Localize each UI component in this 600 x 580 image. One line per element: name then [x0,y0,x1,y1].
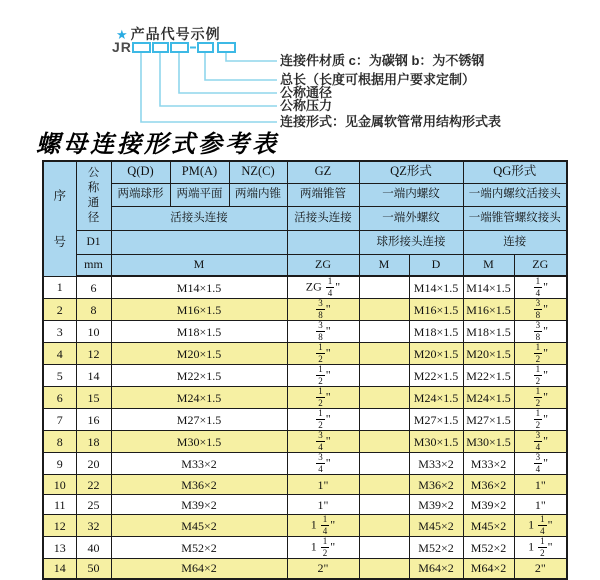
cell-qz-d: M24×1.5 [409,387,463,409]
cell-gz-zg: $\frac{1}{2}$ " [287,387,359,409]
cell-seq: 4 [43,343,76,365]
cell-dn: 32 [76,515,111,537]
cell-qz-m [359,495,409,515]
cell-qg-m: M20×1.5 [463,343,514,365]
header-col-q: Q(D) [111,161,170,183]
header-nominal-diameter: 公称通径 [76,161,111,230]
fraction-value: $\frac{1}{2}$ [540,536,545,558]
cell-qg-zg: $\frac{3}{8}$ " [514,299,567,321]
fraction-value: $\frac{1}{4}$ [327,276,333,298]
header-qz-desc2: 一端外螺纹 [359,206,463,230]
header-seq: 序号 [43,161,76,276]
fraction-value: $\frac{3}{8}$ [535,298,541,320]
header-blank-1 [111,230,287,254]
cell-qg-m: M36×2 [463,475,514,495]
cell-qz-m [359,409,409,431]
code-box [218,43,235,52]
cell-qz-d: M16×1.5 [409,299,463,321]
header-unit-zg: ZG [287,254,359,276]
cell-m: M64×2 [111,559,287,579]
cell-gz-zg: $\frac{1}{2}$ " [287,365,359,387]
fraction-value: $\frac{1}{2}$ [535,386,541,408]
cell-seq: 1 [43,276,76,299]
cell-qz-m [359,365,409,387]
cell-m: M33×2 [111,453,287,475]
cell-dn: 10 [76,321,111,343]
fraction-value: $\frac{1}{2}$ [318,342,323,364]
cell-gz-zg: 1 $\frac{1}{2}$ " [287,537,359,559]
header-gz-connection: 活接头连接 [287,206,359,230]
cell-qz-d: M39×2 [409,495,463,515]
cell-m: M18×1.5 [111,321,287,343]
cell-qz-m [359,515,409,537]
code-box [198,43,213,52]
code-box-group [133,43,235,52]
table-row [43,321,567,343]
code-box [153,43,168,52]
table-row [43,537,567,559]
cell-dn: 20 [76,453,111,475]
cell-qz-d: M64×2 [409,559,463,579]
cell-dn: 50 [76,559,111,579]
cell-m: M45×2 [111,515,287,537]
cell-qg-zg: $\frac{3}{4}$ " [514,431,567,453]
cell-qg-m: M27×1.5 [463,409,514,431]
page-title: 螺母连接形式参考表 [36,132,279,158]
cell-m: M39×2 [111,495,287,515]
cell-qz-m [359,431,409,453]
cell-qz-m [359,387,409,409]
header-col-gz: GZ [287,161,359,183]
fraction-value: $\frac{1}{2}$ [535,364,541,386]
cell-seq: 6 [43,387,76,409]
cell-dn: 8 [76,299,111,321]
diagram-label-material: 连接件材质 c：为碳钢 b：为不锈钢 [280,53,485,68]
header-col-pm: PM(A) [170,161,229,183]
table-row [43,495,567,515]
header-qg-desc2: 一端锥管螺纹接头 [463,206,567,230]
cell-qg-zg: $\frac{1}{2}$ " [514,387,567,409]
cell-dn: 15 [76,387,111,409]
code-box [133,43,150,52]
header-qz-desc1: 一端内螺纹 [359,183,463,206]
cell-qz-d: M33×2 [409,453,463,475]
cell-qg-zg: $\frac{3}{8}$ " [514,321,567,343]
cell-qg-zg: $\frac{3}{4}$ " [514,453,567,475]
fraction-value: $\frac{1}{2}$ [535,408,541,430]
cell-qz-d: M30×1.5 [409,431,463,453]
cell-seq: 8 [43,431,76,453]
cell-gz-zg: 1" [287,495,359,515]
table-body [43,276,567,579]
cell-gz-zg: ZG $\frac{1}{4}$ " [287,276,359,299]
cell-qz-d: M45×2 [409,515,463,537]
cell-qg-zg: 2" [514,559,567,579]
header-qg-desc1: 一端内螺纹活接头 [463,183,567,206]
fraction-value: $\frac{1}{2}$ [318,386,323,408]
cell-qg-m: M33×2 [463,453,514,475]
cell-seq: 10 [43,475,76,495]
cell-m: M14×1.5 [111,276,287,299]
header-qz-connection: 球形接头连接 [359,230,463,254]
fraction-value: $\frac{3}{4}$ [535,452,541,474]
diagram-label-pressure: 公称压力 [280,98,333,113]
cell-dn: 12 [76,343,111,365]
header-qg-zg: ZG [514,254,567,276]
product-code-prefix: JR [112,39,132,55]
header-qg-m: M [463,254,514,276]
cell-qg-m: M30×1.5 [463,431,514,453]
cell-m: M24×1.5 [111,387,287,409]
cell-qg-zg: $\frac{1}{2}$ " [514,343,567,365]
cell-qz-m [359,321,409,343]
cell-dn: 16 [76,409,111,431]
cell-gz-zg: $\frac{1}{2}$ " [287,343,359,365]
cell-qz-d: M52×2 [409,537,463,559]
fraction-value: $\frac{1}{4}$ [540,514,545,536]
cell-qz-m [359,559,409,579]
cell-qz-d: M22×1.5 [409,365,463,387]
cell-dn: 40 [76,537,111,559]
cell-dn: 14 [76,365,111,387]
header-blank-2 [287,230,359,254]
cell-seq: 11 [43,495,76,515]
fraction-value: $\frac{3}{4}$ [318,452,323,474]
table-row [43,365,567,387]
table-row [43,475,567,495]
header-qz-m: M [359,254,409,276]
cell-gz-zg: 1" [287,475,359,495]
cell-qg-m: M24×1.5 [463,387,514,409]
nut-connection-table [42,160,568,580]
connector-group [141,53,277,122]
header-unit-m: M [111,254,287,276]
table-row [43,431,567,453]
cell-qg-m: M64×2 [463,559,514,579]
cell-qg-zg: $\frac{1}{2}$ " [514,409,567,431]
diagram-label-connection: 连接形式：见金属软管常用结构形式表 [280,114,502,129]
cell-qg-m: M14×1.5 [463,276,514,299]
cell-qz-d: M27×1.5 [409,409,463,431]
cell-qg-zg: 1" [514,495,567,515]
cell-qz-m [359,276,409,299]
cell-qg-zg: 1 $\frac{1}{2}$ " [514,537,567,559]
diagram-label-diameter: 公称通径 [280,85,333,100]
cell-dn: 6 [76,276,111,299]
fraction-value: $\frac{3}{8}$ [318,320,323,342]
cell-qg-m: M22×1.5 [463,365,514,387]
cell-m: M22×1.5 [111,365,287,387]
cell-gz-zg: $\frac{3}{4}$ " [287,431,359,453]
cell-m: M52×2 [111,537,287,559]
fraction-value: $\frac{1}{2}$ [322,536,328,558]
cell-m: M16×1.5 [111,299,287,321]
cell-qg-zg: $\frac{1}{2}$ " [514,365,567,387]
fraction-value: $\frac{1}{4}$ [535,276,541,298]
cell-gz-zg: $\frac{1}{2}$ " [287,409,359,431]
cell-qz-d: M18×1.5 [409,321,463,343]
cell-seq: 12 [43,515,76,537]
fraction-value: $\frac{3}{4}$ [318,430,323,452]
cell-qz-m [359,537,409,559]
cell-dn: 22 [76,475,111,495]
table-row [43,559,567,579]
cell-seq: 13 [43,537,76,559]
header-pm-desc: 两端平面 [170,183,229,206]
header-nz-desc: 两端内锥 [229,183,287,206]
cell-seq: 5 [43,365,76,387]
header-col-qz: QZ形式 [359,161,463,183]
code-box [171,43,188,52]
cell-qg-m: M39×2 [463,495,514,515]
table-row [43,299,567,321]
cell-qz-m [359,343,409,365]
diagram-heading-text: 产品代号示例 [130,26,221,42]
cell-m: M30×1.5 [111,431,287,453]
fraction-value: $\frac{1}{2}$ [318,364,323,386]
header-q-desc: 两端球形 [111,183,170,206]
cell-gz-zg: $\frac{3}{4}$ " [287,453,359,475]
table-row [43,453,567,475]
cell-qz-m [359,453,409,475]
cell-qg-m: M45×2 [463,515,514,537]
header-qg-connection: 连接 [463,230,567,254]
fraction-value: $\frac{3}{8}$ [535,320,541,342]
cell-seq: 7 [43,409,76,431]
cell-m: M36×2 [111,475,287,495]
table-row [43,515,567,537]
header-gz-desc: 两端锥管 [287,183,359,206]
cell-qg-zg: $\frac{1}{4}$ " [514,276,567,299]
table-row [43,387,567,409]
cell-seq: 14 [43,559,76,579]
table-row [43,343,567,365]
fraction-value: $\frac{1}{4}$ [322,514,328,536]
cell-seq: 2 [43,299,76,321]
header-d1: D1 [76,230,111,254]
cell-m: M20×1.5 [111,343,287,365]
cell-seq: 3 [43,321,76,343]
cell-qz-d: M20×1.5 [409,343,463,365]
diagram-label-length: 总长（长度可根据用户要求定制） [280,72,476,87]
cell-qz-m [359,475,409,495]
fraction-value: $\frac{3}{4}$ [535,430,541,452]
cell-seq: 9 [43,453,76,475]
fraction-value: $\frac{1}{2}$ [318,408,323,430]
cell-dn: 25 [76,495,111,515]
table-row [43,276,567,299]
cell-qg-m: M18×1.5 [463,321,514,343]
fraction-value: $\frac{1}{2}$ [535,342,541,364]
cell-qz-m [359,299,409,321]
cell-qg-m: M52×2 [463,537,514,559]
header-qz-d: D [409,254,463,276]
header-unit-mm: mm [76,254,111,276]
cell-qz-d: M14×1.5 [409,276,463,299]
header-col-qg: QG形式 [463,161,567,183]
cell-qg-zg: 1 $\frac{1}{4}$ " [514,515,567,537]
header-union-connection: 活接头连接 [111,206,287,230]
cell-gz-zg: 2" [287,559,359,579]
cell-qz-d: M36×2 [409,475,463,495]
header-col-nz: NZ(C) [229,161,287,183]
table-row [43,409,567,431]
star-icon: ★ [116,27,129,42]
cell-m: M27×1.5 [111,409,287,431]
cell-gz-zg: $\frac{3}{8}$ " [287,321,359,343]
cell-dn: 18 [76,431,111,453]
cell-gz-zg: 1 $\frac{1}{4}$ " [287,515,359,537]
fraction-value: $\frac{3}{8}$ [318,298,323,320]
cell-gz-zg: $\frac{3}{8}$ " [287,299,359,321]
cell-qg-m: M16×1.5 [463,299,514,321]
cell-qg-zg: 1" [514,475,567,495]
